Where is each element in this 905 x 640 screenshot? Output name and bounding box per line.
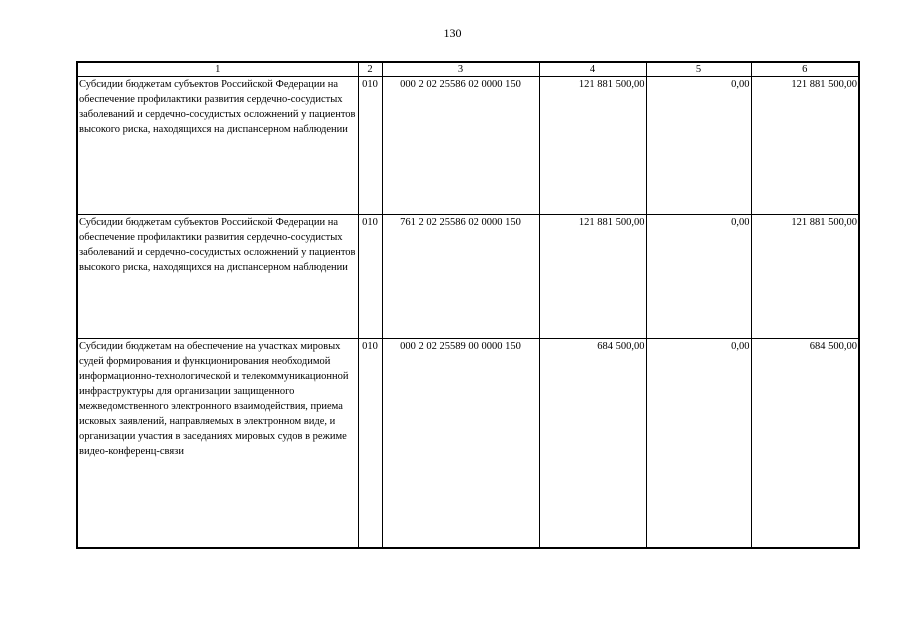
row-column-5-cell: 0,00: [646, 215, 751, 339]
column-header-4: 4: [539, 62, 646, 77]
row-budget-code-cell: 000 2 02 25586 02 0000 150: [382, 77, 539, 215]
row-name-cell: Субсидии бюджетам на обеспечение на участках мировых судей формирования и функционирования необходимой информационно-технологической и телекоммуникационной инфраструктуры для организации защищенного межведомственного электронного взаимодействия, приема исковых заявлений, направляемых в электронном виде, и организации участия в заседаниях мировых судов в режиме видео-конференц-связи: [77, 339, 358, 549]
column-header-6: 6: [751, 62, 859, 77]
row-column-4-cell: 121 881 500,00: [539, 215, 646, 339]
row-column-6-cell: 684 500,00: [751, 339, 859, 549]
column-header-5: 5: [646, 62, 751, 77]
row-name-cell: Субсидии бюджетам субъектов Российской Федерации на обеспечение профилактики развития сердечно-сосудистых заболеваний и сердечно-сосудистых осложнений у пациентов высокого риска, находящихся на диспансерном наблюдении: [77, 77, 358, 215]
page-number: 130: [443, 26, 462, 40]
row-admin-code-cell: 010: [358, 77, 382, 215]
row-column-4-cell: 684 500,00: [539, 339, 646, 549]
budget-table: [76, 61, 860, 549]
row-column-6-cell: 121 881 500,00: [751, 77, 859, 215]
row-name-cell: Субсидии бюджетам субъектов Российской Федерации на обеспечение профилактики развития сердечно-сосудистых заболеваний и сердечно-сосудистых осложнений у пациентов высокого риска, находящихся на диспансерном наблюдении: [77, 215, 358, 339]
column-header-3: 3: [382, 62, 539, 77]
table-row: [77, 77, 859, 215]
row-admin-code-cell: 010: [358, 215, 382, 339]
row-admin-code-cell: 010: [358, 339, 382, 549]
row-budget-code-cell: 000 2 02 25589 00 0000 150: [382, 339, 539, 549]
table-row: [77, 215, 859, 339]
row-column-6-cell: 121 881 500,00: [751, 215, 859, 339]
column-header-2: 2: [358, 62, 382, 77]
row-column-4-cell: 121 881 500,00: [539, 77, 646, 215]
row-column-5-cell: 0,00: [646, 339, 751, 549]
table-row: [77, 339, 859, 549]
row-budget-code-cell: 761 2 02 25586 02 0000 150: [382, 215, 539, 339]
table-header-row: [77, 62, 859, 77]
row-column-5-cell: 0,00: [646, 77, 751, 215]
column-header-1: 1: [77, 62, 358, 77]
